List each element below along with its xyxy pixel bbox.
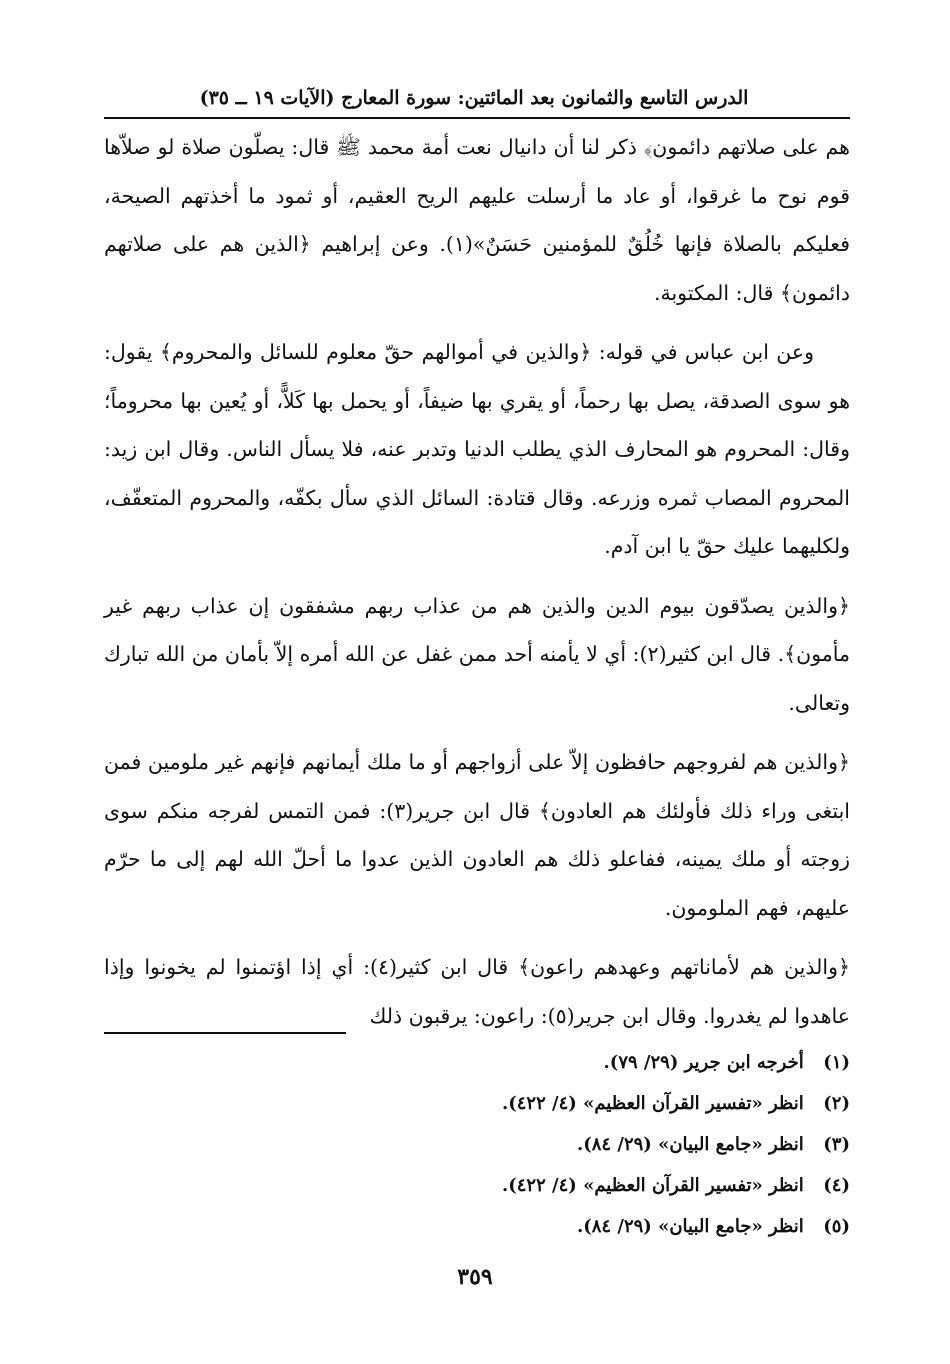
footnote-number: (٤) bbox=[823, 1175, 850, 1196]
footnote-item bbox=[350, 1124, 850, 1165]
footnote-item bbox=[350, 1206, 850, 1247]
footnote-text: انظر «تفسير القرآن العظيم» (٤/ ٤٢٢). bbox=[501, 1175, 804, 1196]
main-text bbox=[104, 123, 850, 1040]
header-rule bbox=[104, 117, 850, 119]
footnotes-list bbox=[350, 1042, 850, 1247]
paragraph-5: ﴿والذين هم لأماناتهم وعهدهم راعون﴾ قال ابن كثير(٤): أي إذا اؤتمنوا لم يخونوا وإذا عاهدوا لم يغدروا. وقال ابن جرير(٥): راعون: يرقبون ذلك bbox=[104, 955, 851, 1028]
paragraph-3: ﴿والذين يصدّقون بيوم الدين والذين هم من عذاب ربهم مشفقون إن عذاب ربهم غير مأمون﴾. قال ابن كثير(٢): أي لا يأمنه أحد ممن غفل عن الله أمره إلاّ بأمان من الله تبارك وتعالى. bbox=[104, 593, 850, 715]
footnote-number: (٥) bbox=[823, 1216, 850, 1237]
footnote-rule bbox=[104, 1032, 346, 1034]
running-header: الدرس التاسع والثمانون بعد المائتين: سورة المعارج (الآيات ١٩ ــ ٣٥) bbox=[199, 87, 749, 109]
footnote-text: انظر «تفسير القرآن العظيم» (٤/ ٤٢٢). bbox=[501, 1093, 804, 1114]
footnote-number: (٢) bbox=[823, 1093, 850, 1114]
footnote-text: انظر «جامع البيان» (٢٩/ ٨٤). bbox=[576, 1134, 804, 1155]
page-number: ٣٥٩ bbox=[457, 1264, 493, 1290]
paragraph-1: هم على صلاتهم دائمون﴾ ذكر لنا أن دانيال نعت أمة محمد ﷺ قال: يصلّون صلاة لو صلاّها قوم نوح ما غرقوا، أو عاد ما أرسلت عليهم الريح العقيم، أو ثمود ما أخذتهم الصيحة، فعليكم بالصلاة فإنها خُلُقٌ للمؤمنين حَسَنٌ»(١). وعن إبراهيم ﴿الذين هم على صلاتهم دائمون﴾ قال: المكتوبة. bbox=[104, 135, 850, 305]
footnote-text: أخرجه ابن جرير (٢٩/ ٧٩). bbox=[603, 1052, 804, 1073]
footnote-number: (٣) bbox=[823, 1134, 850, 1155]
paragraph-4: ﴿والذين هم لفروجهم حافظون إلاّ على أزواجهم أو ما ملك أيمانهم فإنهم غير ملومين فمن ابتغى وراء ذلك فأولئك هم العادون﴾ قال ابن جرير(٣): فمن التمس لفرجه منكم سوى زوجته أو ملك يمينه، ففاعلو ذلك هم العادون الذين عدوا ما أحلّ الله لهم إلى ما حرّم عليهم، فهم الملومون. bbox=[104, 750, 850, 920]
footnote-number: (١) bbox=[823, 1052, 850, 1073]
footnote-text: انظر «جامع البيان» (٢٩/ ٨٤). bbox=[576, 1216, 804, 1237]
footnote-item bbox=[350, 1042, 850, 1083]
footnote-item bbox=[350, 1083, 850, 1124]
footnote-item bbox=[350, 1165, 850, 1206]
paragraph-2: وعن ابن عباس في قوله: ﴿والذين في أموالهم حقّ معلوم للسائل والمحروم﴾ يقول: هو سوى الصدقة، يصل بها رحماً، أو يقري بها ضيفاً، أو يحمل بها كَلاًّ، أو يُعين بها محروماً؛ وقال: المحروم هو المحارف الذي يطلب الدنيا وتدبر عنه، فلا يسأل الناس. وقال ابن زيد: المحروم المصاب ثمره وزرعه. وقال قتادة: السائل الذي سأل بكفّه، والمحروم المتعفّف، ولكليهما عليك حقّ يا ابن آدم. bbox=[104, 340, 850, 558]
